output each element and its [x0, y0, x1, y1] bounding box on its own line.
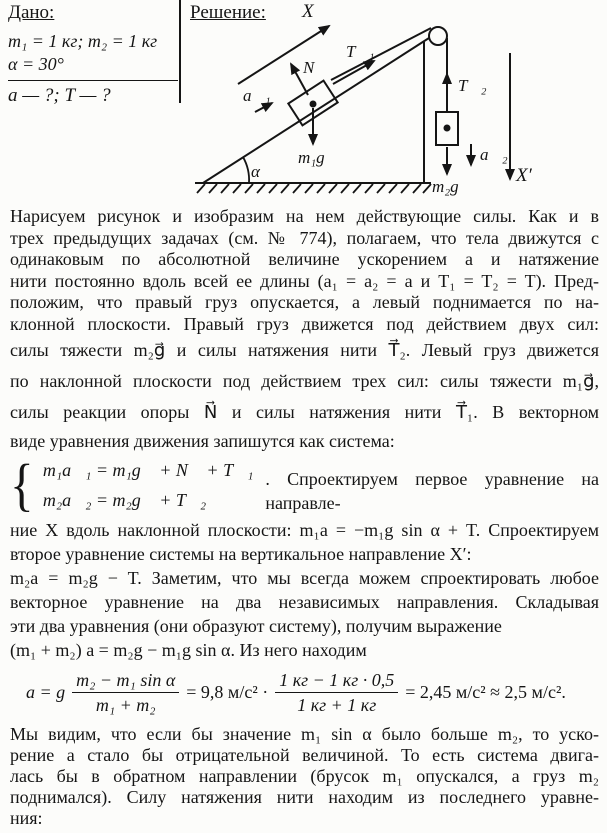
equation-system [10, 452, 599, 517]
given-box [8, 2, 180, 107]
block2-center-dot [444, 125, 451, 132]
given-divider-line [8, 80, 178, 81]
given-find: a — ?; T — ? [8, 85, 111, 106]
system-equation-1: m₁a⃗₁ = m₁g⃗ + N⃗ + T⃗₁ [42, 459, 254, 480]
text-line: по наклонной плоскости под действием трех сил: силы тяжести m₁g⃗, [10, 371, 599, 391]
text-line: одинаковым по абсолютной величине ускорением a и натяжение [10, 249, 599, 269]
vertical-divider-line [179, 0, 181, 103]
a1-label: a⃗₁ [243, 86, 271, 105]
force-diagram [185, 0, 607, 202]
given-masses: m₁ = 1 кг; m₂ = 1 кг [8, 31, 158, 51]
t2-label: T⃗₂ [458, 76, 487, 95]
text-line: поднимался). Силу натяжения нити находим из последнего уравне- [10, 787, 599, 807]
formula-result: = 2,45 м/с² ≈ 2,5 м/с². [405, 682, 566, 702]
given-title: Дано: [8, 2, 55, 23]
incline-diagram-svg [185, 0, 607, 202]
text-line: клонной плоскости. Правый груз движется под действием двух сил: [10, 313, 599, 334]
solution-title: Решение: [190, 2, 266, 23]
x-prime-axis-label: X′ [516, 165, 532, 186]
text-line: рение a стало бы отрицательной величиной. То есть система двига- [10, 745, 599, 765]
given-angle: α = 30° [8, 54, 64, 74]
system-continuation-text: . Спроектируем первое уравнение на направле- [265, 469, 599, 513]
x-axis-label: X [302, 1, 314, 22]
text-line: нити постоянно вдоль всей ее длины (a₁ = a₂ = a и T₁ = T₂ = T). Пред- [10, 270, 599, 291]
text-line: m₂a = m₂g − T. Заметим, что мы всегда можем спроектировать любое [10, 568, 599, 588]
text-line: второе уравнение системы на вертикальное направление X′: [10, 544, 472, 564]
text-line: положим, что правый груз опускается, а левый поднимается по на- [10, 292, 599, 312]
normal-force-label: N⃗ [303, 58, 328, 77]
text-line: силы тяжести m₂g⃗ и силы натяжения нити T⃗₂. Левый груз движется [10, 340, 599, 360]
text-line: ние X вдоль наклонной плоскости: m₁a = −m₁g sin α + T. Спроектируем [10, 520, 599, 540]
text-line: лась бы в обратном направлении (брусок m₁ опускался, а груз m₂ [10, 766, 599, 786]
fraction-denominator: m₁ + m₂ [95, 695, 156, 715]
system-equations [43, 460, 254, 511]
a2-label: a⃗₂ [480, 145, 508, 164]
angle-arc [243, 157, 249, 183]
system-equation-2: m₂a⃗₂ = m₂g⃗ + T⃗₂ [42, 489, 207, 510]
solution-text [10, 206, 599, 829]
t1-label: T⃗₁ [346, 42, 375, 61]
formula-fraction-symbolic [72, 669, 179, 716]
text-line: силы реакции опоры N⃗ и силы натяжения нити T⃗₁. В векторном [10, 402, 599, 422]
t1-arrow [333, 61, 374, 84]
fraction-numerator: 1 кг − 1 кг · 0,5 [275, 669, 398, 693]
text-line: эти два уравнения (они образуют систему), получим выражение [10, 616, 502, 636]
text-line: виде уравнения движения запишутся как система: [10, 431, 395, 451]
text-line: Мы видим, что если бы значение m₁ sin α было больше m₂, то уско- [10, 724, 599, 744]
text-line: трех предыдущих задачах (см. № 774), полагаем, что тела движутся с [10, 227, 599, 248]
paragraph-2 [10, 518, 599, 662]
formula-lhs: a = g [26, 682, 66, 702]
angle-label: α [251, 162, 260, 181]
ground-hatching [197, 184, 431, 193]
m1g-label: m₁g⃗ [298, 148, 338, 167]
formula-mid: = 9,8 м/с² · [186, 682, 269, 702]
text-line: (m₁ + m₂) a = m₂g − m₁g sin α. Из него находим [10, 640, 367, 660]
fraction-numerator: m₂ − m₁ sin α [72, 669, 179, 693]
paragraph-1 [10, 206, 599, 454]
system-brace: { [10, 452, 34, 517]
paragraph-3 [10, 724, 599, 829]
pulley [429, 27, 447, 45]
m2g-label: m₂g⃗ [432, 177, 472, 196]
acceleration-formula [10, 669, 599, 716]
text-line: векторное уравнение на два независимых направления. Складывая [10, 592, 599, 612]
text-line: Нарисуем рисунок и изобразим на нем действующие силы. Как и в [10, 206, 599, 226]
text-line: ния: [10, 808, 43, 828]
block1-center-dot [310, 101, 317, 108]
fraction-denominator: 1 кг + 1 кг [297, 695, 377, 715]
formula-fraction-numeric [275, 669, 398, 716]
